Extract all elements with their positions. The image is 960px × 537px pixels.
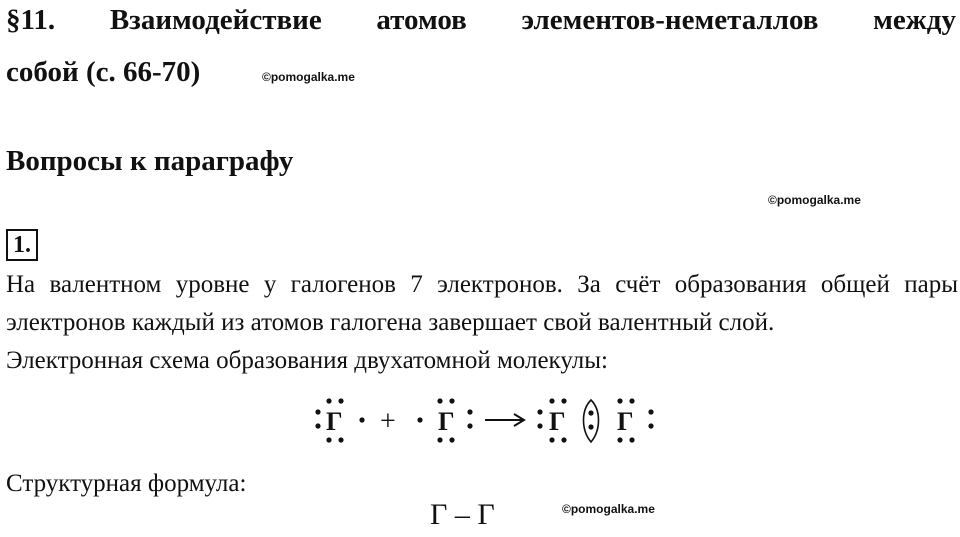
electron-dot	[315, 409, 320, 414]
electron-dot	[359, 417, 364, 422]
electron-dot	[315, 423, 320, 428]
electron-dot	[338, 398, 343, 403]
title-word: атомов	[376, 4, 467, 36]
electron-dot	[537, 409, 542, 414]
electron-dot	[617, 398, 622, 403]
electron-dot	[648, 423, 653, 428]
scheme-caption: Электронная схема образования двухатомной молекулы:	[6, 347, 608, 374]
title-word: §11.	[6, 4, 56, 36]
structural-formula-label: Структурная формула:	[6, 470, 247, 497]
electron-dot	[561, 398, 566, 403]
electron-dot	[549, 398, 554, 403]
title-line-1	[6, 0, 956, 40]
atom-symbol: Г	[617, 407, 634, 436]
electron-dot	[617, 437, 622, 442]
atom-symbol: Г	[438, 407, 455, 436]
answer-paragraph: На валентном уровне у галогенов 7 электронов. За счёт образования общей пары электронов каждый из атомов галогена завершает свой валентный слой.	[6, 271, 958, 336]
question-number: 1.	[6, 229, 38, 261]
electron-dot	[561, 437, 566, 442]
shared-electron-dot	[588, 410, 593, 415]
title-word: между	[873, 4, 956, 36]
electron-dot	[338, 437, 343, 442]
electron-dot-scheme	[300, 392, 670, 452]
plus-sign: +	[380, 406, 396, 437]
structural-formula: Г – Г	[430, 498, 495, 531]
electron-dot	[326, 398, 331, 403]
electron-dot	[437, 437, 442, 442]
title-line-2: собой (с. 66-70)	[6, 56, 201, 88]
shared-pair-ellipse	[584, 400, 599, 442]
atom-symbol: Г	[326, 407, 343, 436]
title-word: элементов-неметаллов	[521, 4, 819, 36]
watermark: ©pomogalka.me	[262, 70, 355, 84]
atom-symbol: Г	[549, 407, 566, 436]
electron-dot	[417, 417, 422, 422]
electron-dot	[467, 409, 472, 414]
watermark: ©pomogalka.me	[768, 193, 861, 207]
shared-electron-dot	[588, 424, 593, 429]
electron-dot	[437, 398, 442, 403]
electron-dot	[629, 437, 634, 442]
electron-dot	[449, 398, 454, 403]
electron-dot	[629, 398, 634, 403]
electron-dot	[449, 437, 454, 442]
electron-dot	[648, 409, 653, 414]
title-word: Взаимодействие	[109, 4, 322, 36]
electron-dot	[549, 437, 554, 442]
section-heading: Вопросы к параграфу	[6, 145, 294, 177]
watermark: ©pomogalka.me	[562, 502, 655, 516]
electron-dot	[326, 437, 331, 442]
electron-dot	[467, 423, 472, 428]
electron-dot	[537, 423, 542, 428]
